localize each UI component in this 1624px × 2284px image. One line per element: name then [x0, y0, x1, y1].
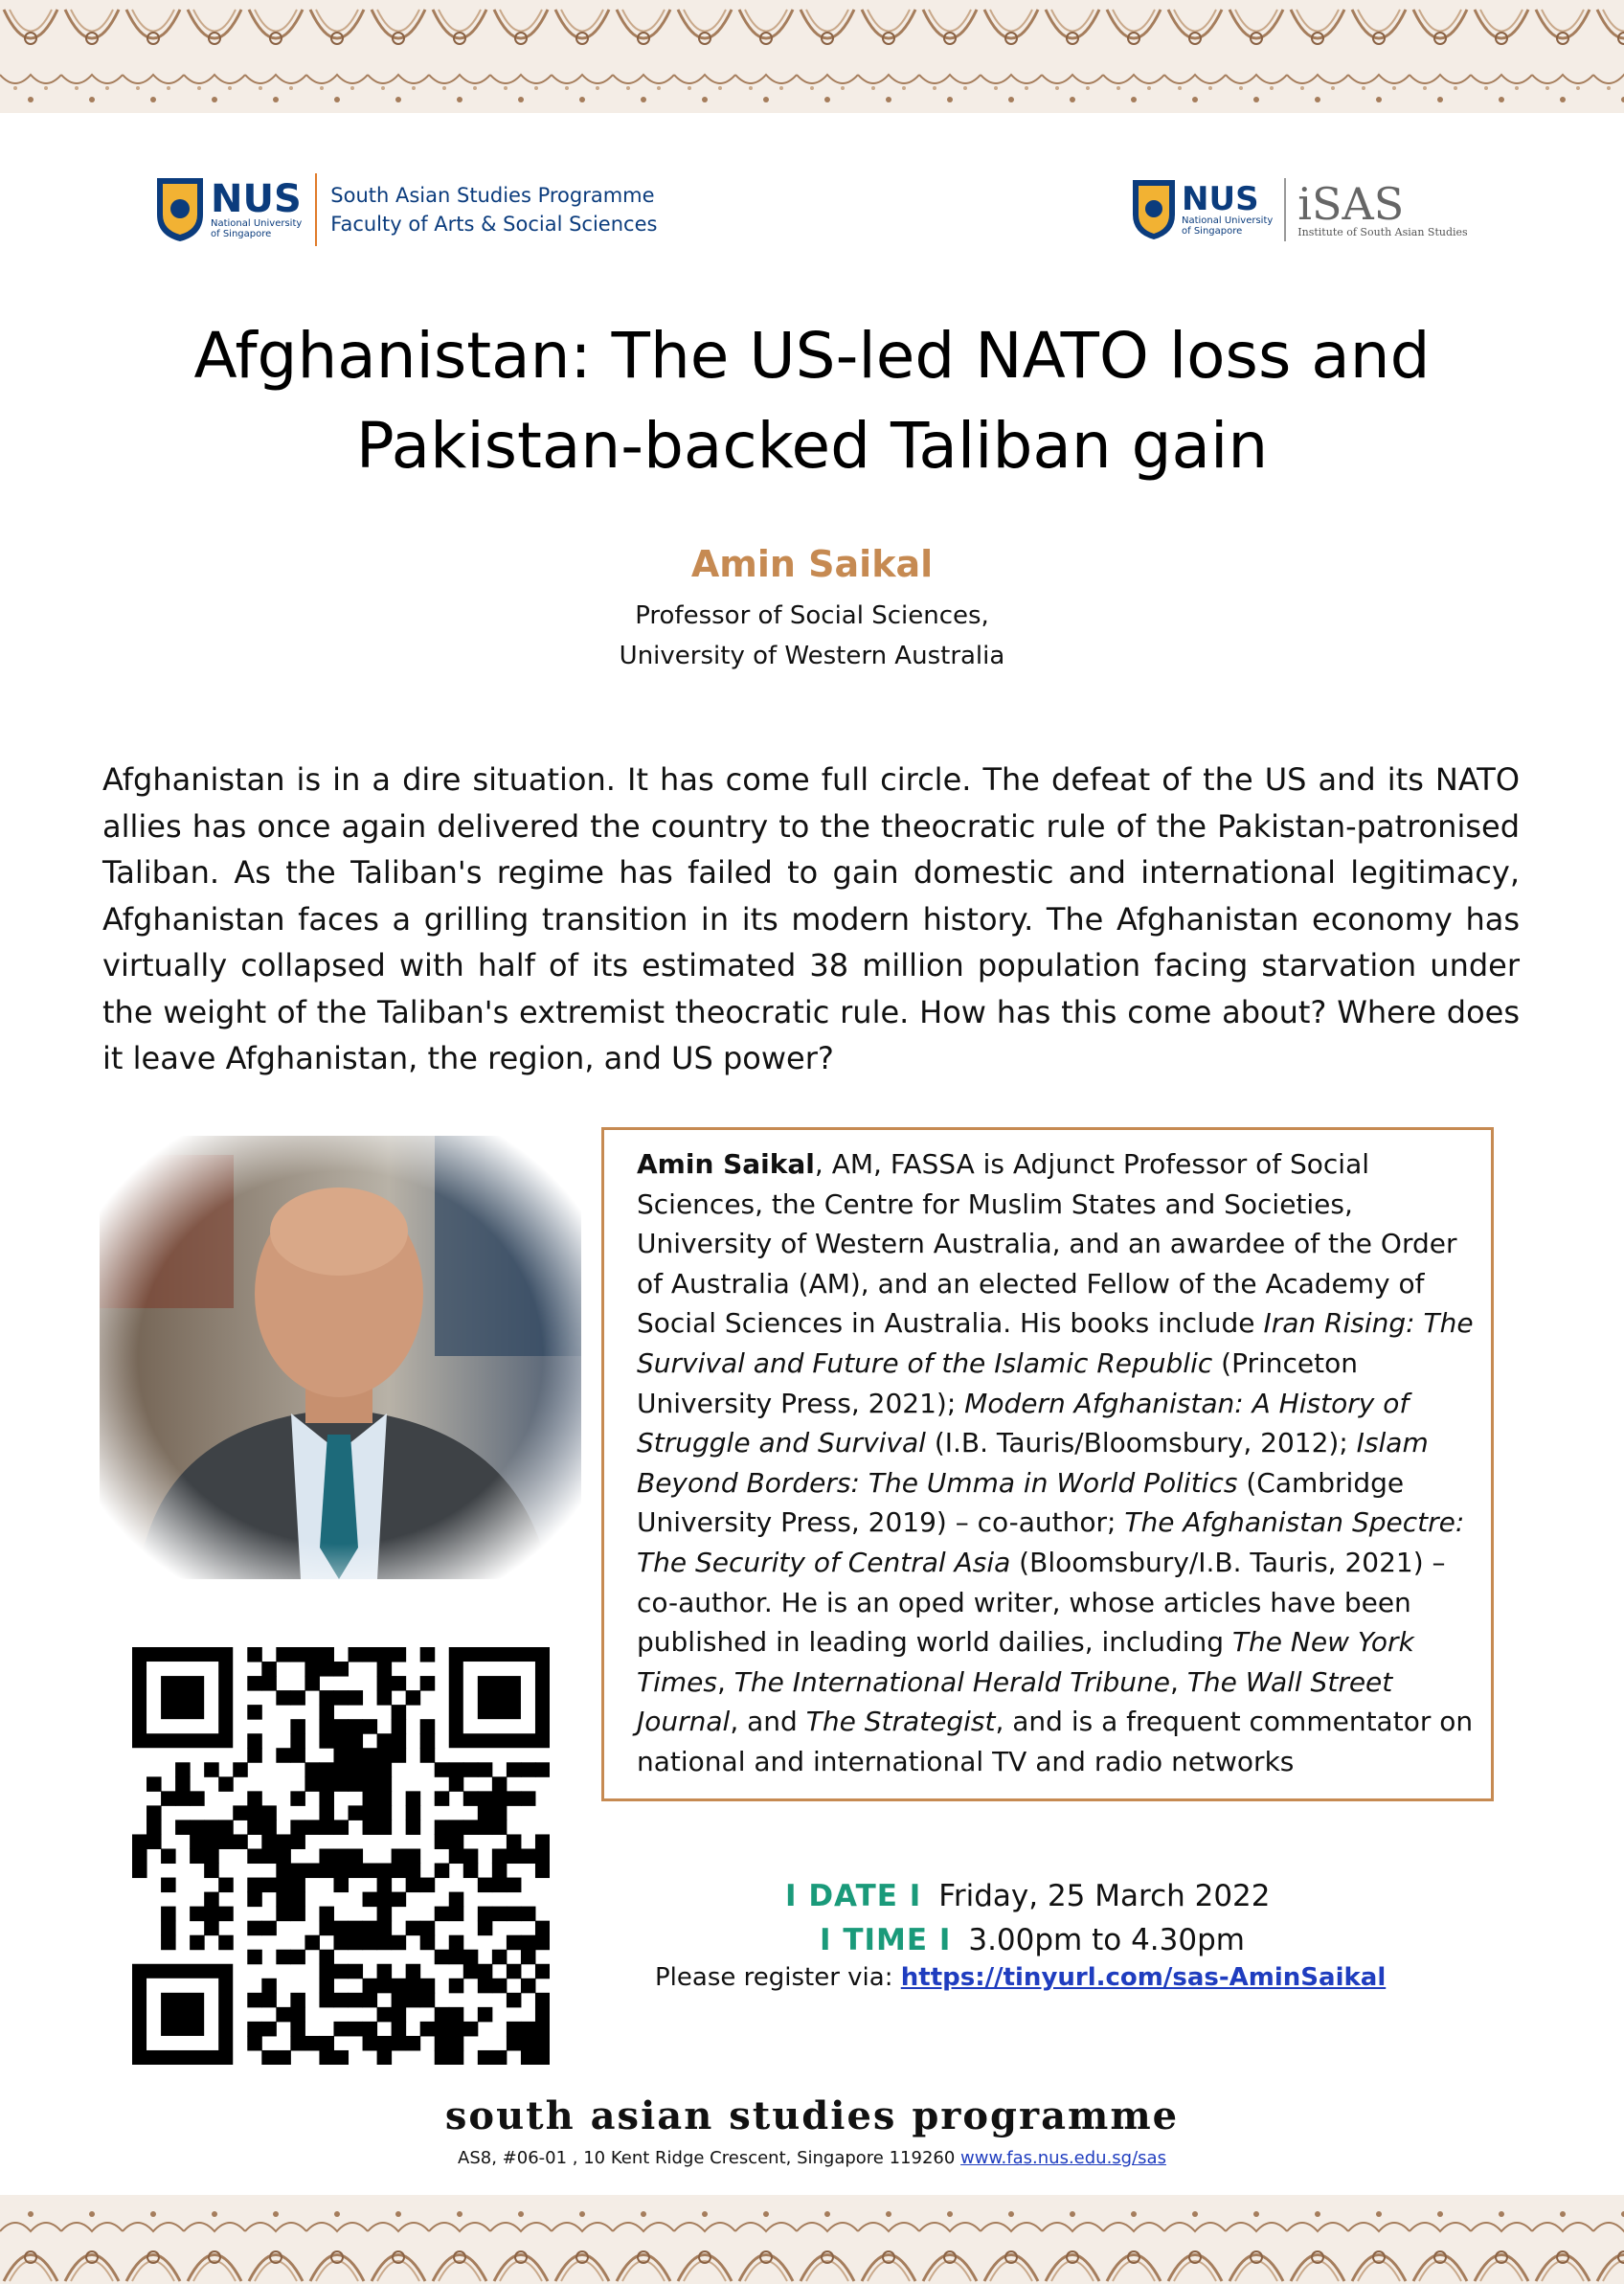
website-link[interactable]: www.fas.nus.edu.sg/sas: [960, 2148, 1166, 2168]
nus-wordmark: NUS: [1182, 180, 1259, 218]
event-title-line-1: Afghanistan: The US-led NATO loss and: [193, 319, 1431, 393]
nus-wordmark: NUS: [211, 177, 302, 221]
event-time: [820, 1923, 1245, 1957]
speaker-role-line-1: Professor of Social Sciences,: [635, 601, 989, 630]
bio-text: ,: [1170, 1665, 1187, 1698]
address-text: AS8, #06-01 , 10 Kent Ridge Crescent, Singapore 119260: [458, 2148, 961, 2168]
footer-programme-title: south asian studies programme: [444, 2093, 1180, 2138]
nus-crest-icon: [155, 176, 205, 243]
bio-book-title: The Afghanistan Spectre: The Security of Central Asia: [637, 1506, 1465, 1578]
bio-book-title: Modern Afghanistan: A History of Struggle and Survival: [637, 1387, 1410, 1459]
bio-publication: The New York Times: [637, 1626, 1414, 1698]
logo-divider: [1284, 178, 1286, 241]
nus-subtitle-2: of Singapore: [1182, 226, 1243, 237]
bio-text: (Princeton University Press, 2021);: [637, 1346, 1358, 1419]
speaker-photo: [100, 1136, 581, 1579]
bio-text: , and is a frequent commentator on national and international TV and radio networks: [637, 1706, 1474, 1777]
nus-subtitle-1: National University: [1182, 215, 1274, 226]
registration-line: [655, 1963, 1386, 1992]
bio-text: (I.B. Tauris/Bloomsbury, 2012);: [925, 1427, 1357, 1459]
date-value: Friday, 25 March 2022: [938, 1879, 1271, 1913]
bio-publication: The International Herald Tribune: [733, 1665, 1170, 1698]
speaker-bio: [637, 1144, 1489, 1782]
programme-name: South Asian Studies Programme: [330, 184, 655, 207]
date-label: I DATE I: [785, 1879, 922, 1913]
bio-text: (Bloomsbury/I.B. Tauris, 2021) – co-author. He is an oped writer, whose articles have been published in leading world dailies, including: [637, 1546, 1446, 1659]
speaker-role-line-2: University of Western Australia: [619, 642, 1005, 670]
event-date: [785, 1879, 1271, 1913]
isas-wordmark: iSAS: [1297, 177, 1405, 230]
logo-divider: [315, 173, 317, 246]
bio-text: ,: [716, 1665, 734, 1698]
event-abstract: Afghanistan is in a dire situation. It has come full circle. The defeat of the US and its NATO allies has once again delivered the country to the theocratic rule of the Pakistan-patronised Taliban. As the Taliban's regime has failed to gain domestic and international legitimacy, Afghanistan faces a grilling transition in its modern history. The Afghanistan economy has virtually collapsed with half of its estimated 38 million population facing starvation under the weight of the Taliban's extremist theocratic rule. How has this come about? Where does it leave Afghanistan, the region, and US power?: [102, 761, 1520, 1076]
time-value: 3.00pm to 4.30pm: [968, 1923, 1245, 1957]
faculty-name: Faculty of Arts & Social Sciences: [330, 213, 658, 236]
nus-isas-logo: [1131, 170, 1468, 249]
registration-link[interactable]: https://tinyurl.com/sas-AminSaikal: [900, 1963, 1387, 1992]
bio-text: , AM, FASSA is Adjunct Professor of Social Sciences, the Centre for Muslim States and Societies, University of Western Australia, and an awardee of the Order of Australia (AM), and an elected Fellow of the Academy of Social Sciences in Australia. His books include: [637, 1148, 1457, 1340]
bio-publication: The Strategist: [805, 1706, 996, 1738]
bio-text: , and: [730, 1706, 806, 1738]
bio-speaker-name: Amin Saikal: [637, 1148, 815, 1180]
event-title-line-2: Pakistan-backed Taliban gain: [355, 409, 1269, 483]
nus-sas-logo: [155, 170, 657, 249]
bio-book-title: Iran Rising: The Survival and Future of the Islamic Republic: [637, 1307, 1474, 1379]
nus-subtitle-1: National University: [211, 218, 303, 229]
time-label: I TIME I: [820, 1923, 952, 1957]
nus-crest-icon: [1131, 178, 1177, 241]
register-prefix: Please register via:: [655, 1963, 901, 1992]
top-decorative-border: [0, 0, 1624, 124]
bio-text: (Cambridge University Press, 2019) – co-author;: [637, 1466, 1405, 1539]
registration-qr-code[interactable]: [132, 1647, 550, 2065]
event-title: [96, 311, 1528, 491]
nus-subtitle-2: of Singapore: [211, 229, 272, 239]
speaker-name: Amin Saikal: [690, 543, 934, 585]
bottom-decorative-border: [0, 2118, 1624, 2284]
isas-subtitle: Institute of South Asian Studies: [1297, 225, 1468, 238]
bio-book-title: Islam Beyond Borders: The Umma in World Politics: [637, 1427, 1429, 1499]
bio-publication: The Wall Street Journal: [637, 1665, 1393, 1738]
